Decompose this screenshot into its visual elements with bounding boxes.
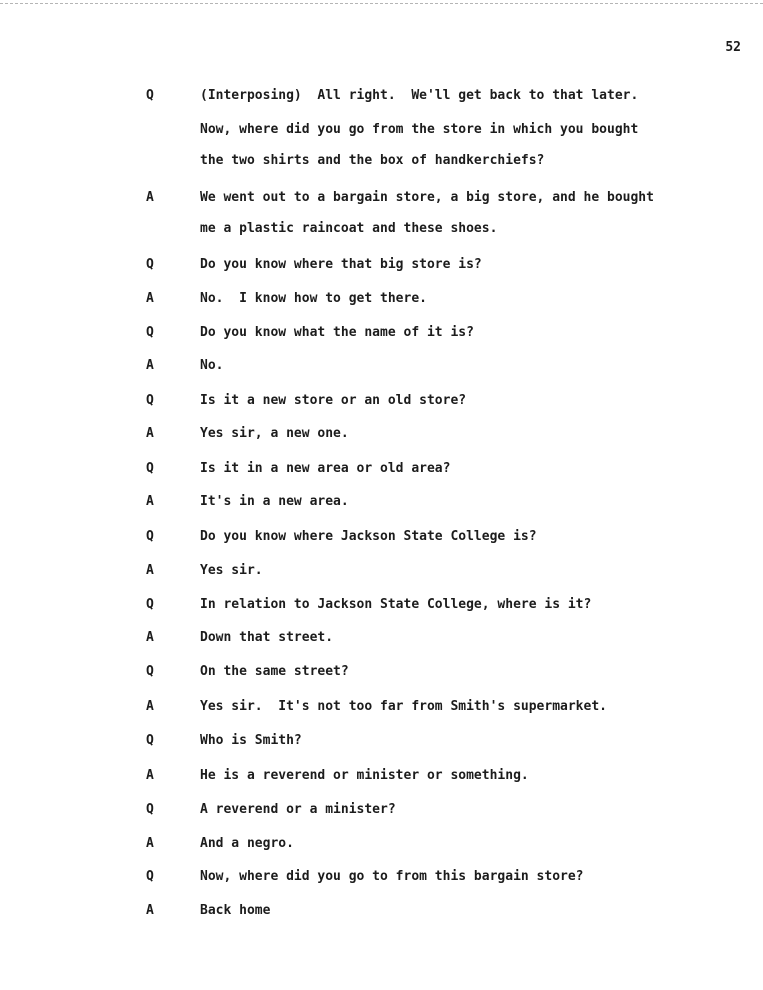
answer-text-line: Yes sir. It's not too far from Smith's supermarket.: [200, 699, 607, 714]
answer-marker: A: [146, 291, 154, 306]
page-number: 52: [725, 40, 741, 55]
answer-marker: A: [146, 630, 154, 645]
question-text-line: Do you know where Jackson State College is?: [200, 529, 537, 544]
question-marker: Q: [146, 461, 154, 476]
question-text-line: Is it in a new area or old area?: [200, 461, 451, 476]
answer-marker: A: [146, 426, 154, 441]
answer-marker: A: [146, 358, 154, 373]
question-marker: Q: [146, 529, 154, 544]
question-text-line: Now, where did you go to from this bargain store?: [200, 869, 584, 884]
question-marker: Q: [146, 393, 154, 408]
question-marker: Q: [146, 802, 154, 817]
answer-text-line: Yes sir, a new one.: [200, 426, 349, 441]
answer-marker: A: [146, 494, 154, 509]
answer-text-line: He is a reverend or minister or something.: [200, 768, 529, 783]
answer-text-line: Yes sir.: [200, 563, 263, 578]
question-text-line: A reverend or a minister?: [200, 802, 396, 817]
question-text-line: Is it a new store or an old store?: [200, 393, 467, 408]
answer-text-line: Down that street.: [200, 630, 334, 645]
question-text-line: Now, where did you go from the store in which you bought: [200, 122, 639, 137]
question-marker: Q: [146, 733, 154, 748]
answer-marker: A: [146, 190, 154, 205]
question-text-line: the two shirts and the box of handkerchiefs?: [200, 153, 545, 168]
question-text-line: In relation to Jackson State College, where is it?: [200, 597, 592, 612]
question-text-line: (Interposing) All right. We'll get back to that later.: [200, 88, 639, 103]
question-marker: Q: [146, 325, 154, 340]
question-marker: Q: [146, 88, 154, 103]
answer-marker: A: [146, 768, 154, 783]
question-marker: Q: [146, 597, 154, 612]
answer-text-line: And a negro.: [200, 836, 294, 851]
question-text-line: Do you know where that big store is?: [200, 257, 482, 272]
answer-text-line: No.: [200, 358, 224, 373]
answer-text-line: No. I know how to get there.: [200, 291, 427, 306]
question-text-line: On the same street?: [200, 664, 349, 679]
answer-marker: A: [146, 563, 154, 578]
answer-text-line: Back home: [200, 903, 271, 918]
question-text-line: Do you know what the name of it is?: [200, 325, 474, 340]
question-marker: Q: [146, 257, 154, 272]
question-marker: Q: [146, 664, 154, 679]
question-marker: Q: [146, 869, 154, 884]
answer-text-line: We went out to a bargain store, a big store, and he bought: [200, 190, 654, 205]
answer-marker: A: [146, 836, 154, 851]
answer-text-line: It's in a new area.: [200, 494, 349, 509]
answer-text-line: me a plastic raincoat and these shoes.: [200, 221, 498, 236]
question-text-line: Who is Smith?: [200, 733, 302, 748]
answer-marker: A: [146, 699, 154, 714]
answer-marker: A: [146, 903, 154, 918]
